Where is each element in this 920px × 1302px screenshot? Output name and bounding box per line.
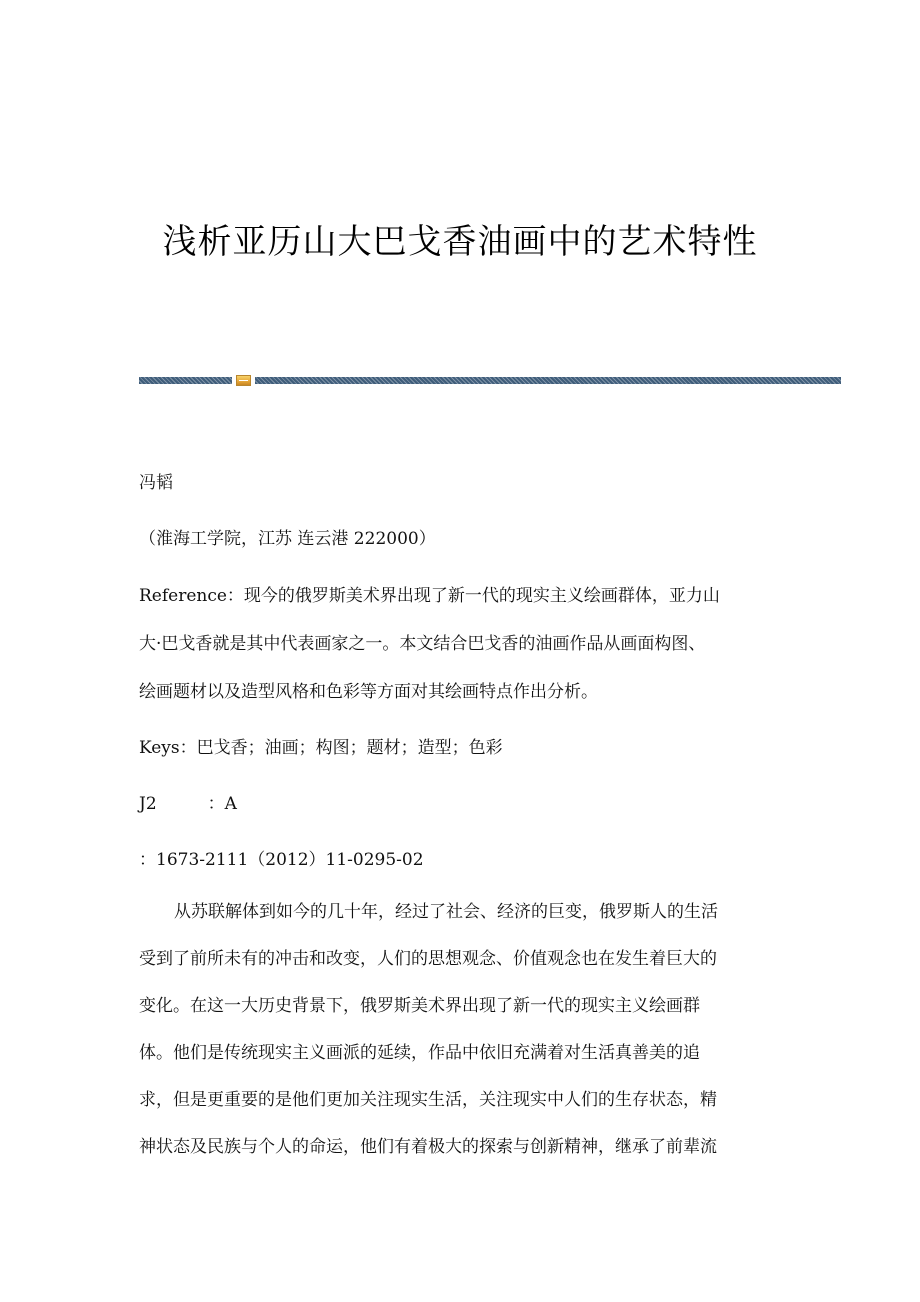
classification-code: J2 ：A (139, 794, 237, 814)
author-name: 冯韬 (139, 473, 173, 493)
body-line-5: 求，但是更重要的是他们更加关注现实生活，关注现实中人们的生存状态，精 (139, 1090, 717, 1110)
body-paragraph (139, 889, 779, 1171)
abstract-line-2: 大·巴戈香就是其中代表画家之一。本文结合巴戈香的油画作品从画面构图、 (139, 634, 706, 654)
keywords: Keys：巴戈香；油画；构图；题材；造型；色彩 (139, 738, 503, 758)
body-line-2: 受到了前所未有的冲击和改变，人们的思想观念、价值观念也在发生着巨大的 (139, 949, 717, 969)
divider-bar-right (255, 377, 841, 384)
divider-bar-left (139, 377, 232, 384)
divider-ornament-icon (236, 375, 251, 386)
body-line-3: 变化。在这一大历史背景下，俄罗斯美术界出现了新一代的现实主义绘画群 (139, 996, 700, 1016)
body-line-1: 从苏联解体到如今的几十年，经过了社会、经济的巨变，俄罗斯人的生活 (174, 902, 718, 922)
body-line-4: 体。他们是传统现实主义画派的延续，作品中依旧充满着对生活真善美的追 (139, 1043, 700, 1063)
article-number: ：1673-2111（2012）11-0295-02 (139, 850, 424, 870)
abstract-line-3: 绘画题材以及造型风格和色彩等方面对其绘画特点作出分析。 (139, 682, 598, 702)
article-title: 浅析亚历山大巴戈香油画中的艺术特性 (162, 222, 758, 262)
title-divider (139, 375, 841, 385)
author-affiliation: （淮海工学院，江苏 连云港 222000） (139, 529, 436, 549)
body-line-6: 神状态及民族与个人的命运，他们有着极大的探索与创新精神，继承了前辈流 (139, 1137, 717, 1157)
abstract-line-1: Reference：现今的俄罗斯美术界出现了新一代的现实主义绘画群体，亚力山 (139, 586, 720, 606)
